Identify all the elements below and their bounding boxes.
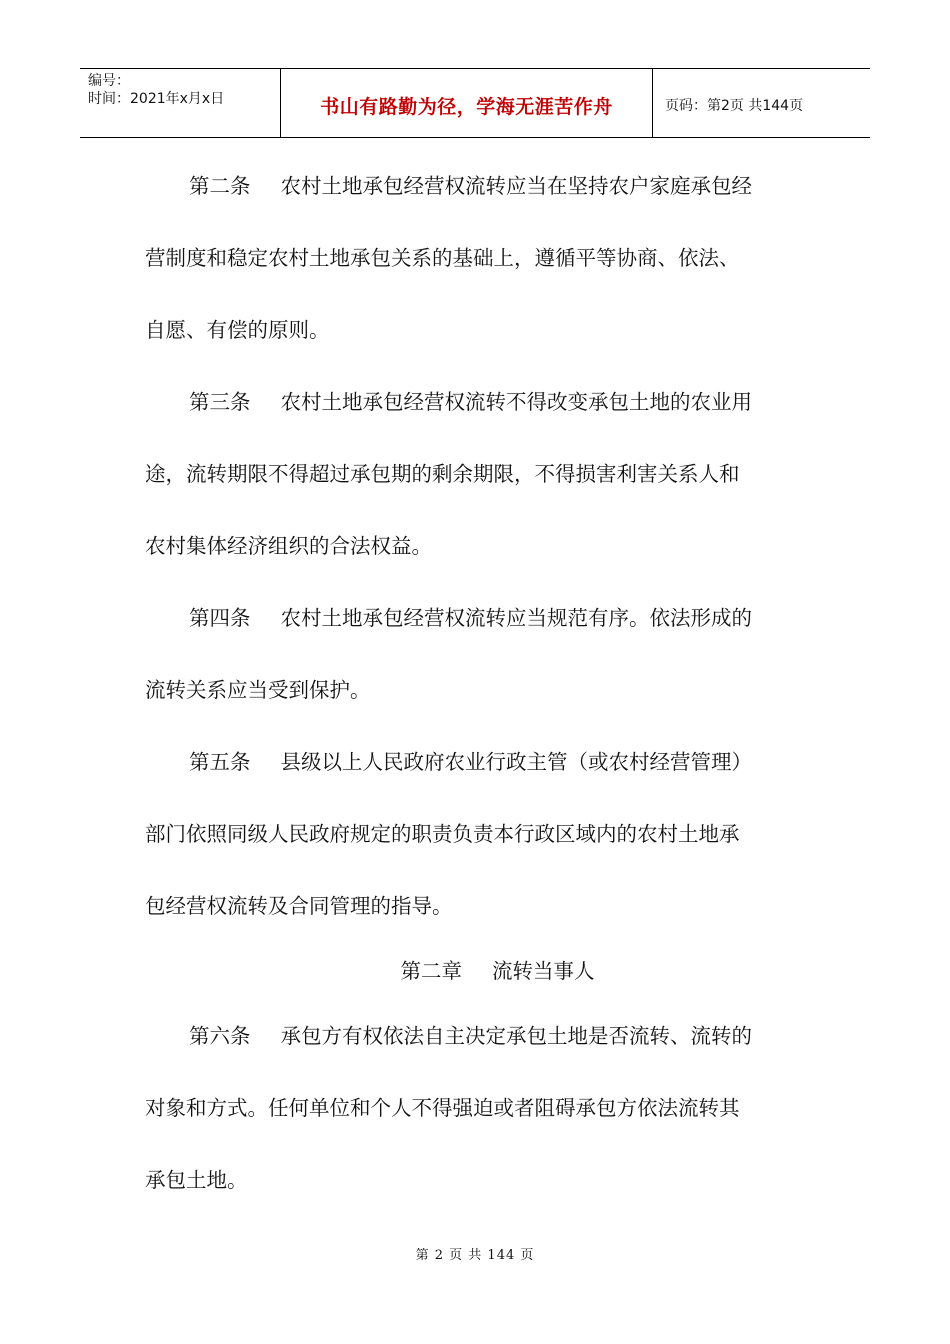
header-motto: 书山有路勤为径，学海无涯苦作舟 [281, 69, 653, 137]
article-text: 农村土地承包经营权流转应当规范有序。依法形成的 [280, 606, 752, 630]
page-footer: 第 2 页 共 144 页 [415, 1248, 535, 1263]
article-text: 承包方有权依法自主决定承包土地是否流转、流转的 [280, 1024, 752, 1048]
article-text: 对象和方式。任何单位和个人不得强迫或者阻碍承包方依法流转其 [145, 1096, 740, 1120]
article-text: 承包土地。 [145, 1168, 248, 1192]
article-text: 农村土地承包经营权流转不得改变承包土地的农业用 [280, 390, 752, 414]
article-text: 营制度和稳定农村土地承包关系的基础上，遵循平等协商、依法、 [145, 246, 740, 270]
article-label: 第三条 [189, 390, 251, 414]
article-label: 第二条 [189, 174, 251, 198]
article-text: 农村土地承包经营权流转应当在坚持农户家庭承包经 [280, 174, 752, 198]
chapter-label: 第二章 [400, 959, 462, 983]
article-6 [145, 1000, 810, 1216]
chapter-title: 流转当事人 [492, 959, 595, 983]
article-label: 第六条 [189, 1024, 251, 1048]
article-3 [145, 366, 810, 582]
header-page-info: 页码：第2页 共144页 [665, 98, 804, 114]
number-label: 编号： [88, 73, 130, 89]
article-text: 流转关系应当受到保护。 [145, 678, 371, 702]
article-text: 途，流转期限不得超过承包期的剩余期限，不得损害利害关系人和 [145, 462, 740, 486]
article-label: 第四条 [189, 606, 251, 630]
article-text: 部门依照同级人民政府规定的职责负责本行政区域内的农村土地承 [145, 822, 740, 846]
article-2 [145, 150, 810, 366]
header-meta [80, 69, 281, 137]
article-text: 包经营权流转及合同管理的指导。 [145, 894, 453, 918]
article-4 [145, 582, 810, 726]
time-label: 时间：2021年x月x日 [88, 91, 225, 107]
article-label: 第五条 [189, 750, 251, 774]
article-text: 县级以上人民政府农业行政主管（或农村经营管理） [280, 750, 752, 774]
article-text: 自愿、有偿的原则。 [145, 318, 330, 342]
article-text: 农村集体经济组织的合法权益。 [145, 534, 432, 558]
document-header [80, 68, 870, 138]
chapter-heading [145, 942, 810, 1000]
document-body [145, 150, 810, 1216]
article-5 [145, 726, 810, 942]
